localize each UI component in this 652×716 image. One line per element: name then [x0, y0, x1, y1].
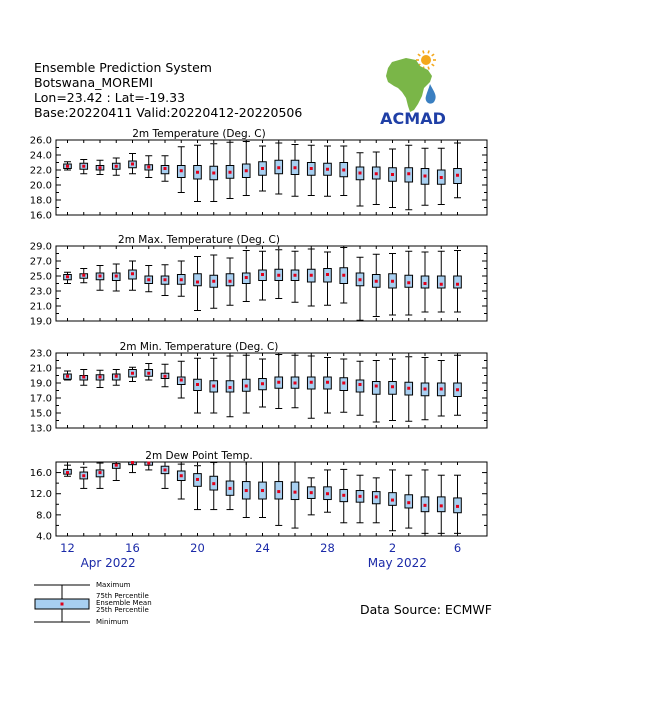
mean-marker-1-3: [115, 275, 118, 278]
mean-marker-3-18: [359, 495, 362, 498]
mean-marker-2-24: [456, 388, 459, 391]
mean-marker-3-5: [147, 462, 150, 465]
mean-marker-2-6: [164, 375, 167, 378]
mean-marker-1-1: [82, 274, 85, 277]
legend-label-minimum: Minimum: [96, 618, 129, 626]
mean-marker-2-9: [212, 385, 215, 388]
panel-title-1: 2m Max. Temperature (Deg. C): [118, 234, 280, 246]
mean-marker-1-17: [342, 274, 345, 277]
data-source: Data Source: ECMWF: [360, 602, 492, 617]
ytick-label-0-3: 22.0: [29, 165, 52, 177]
mean-marker-2-0: [66, 375, 69, 378]
mean-marker-3-6: [164, 468, 167, 471]
mean-marker-1-5: [147, 278, 150, 281]
ytick-label-0-0: 16.0: [29, 210, 52, 222]
mean-marker-0-5: [147, 166, 150, 169]
mean-marker-3-21: [407, 501, 410, 504]
ytick-label-0-1: 18.0: [29, 195, 52, 207]
mean-marker-1-0: [66, 275, 69, 278]
panel-title-3: 2m Dew Point Temp.: [145, 450, 253, 462]
mean-marker-3-19: [375, 495, 378, 498]
mean-marker-1-21: [407, 281, 410, 284]
ytick-label-0-2: 20.0: [29, 180, 52, 192]
ytick-label-1-1: 21.0: [29, 301, 52, 313]
mean-marker-3-7: [180, 474, 183, 477]
mean-marker-3-20: [391, 499, 394, 502]
mean-marker-0-19: [375, 172, 378, 175]
ytick-label-3-0: 4.0: [36, 531, 52, 543]
box-3-23: [437, 497, 445, 512]
ytick-label-2-5: 23.0: [29, 348, 52, 360]
panel-title-0: 2m Temperature (Deg. C): [132, 128, 266, 140]
header-line-3: Lon=23.42 : Lat=-19.33: [34, 90, 186, 105]
ytick-label-3-3: 16.0: [29, 468, 52, 480]
legend: [32, 582, 192, 626]
mean-marker-2-3: [115, 375, 118, 378]
ytick-label-2-1: 15.0: [29, 408, 52, 420]
mean-marker-0-22: [424, 175, 427, 178]
mean-marker-1-15: [310, 274, 313, 277]
ytick-label-2-3: 19.0: [29, 378, 52, 390]
xtick-label-4: 28: [320, 541, 335, 555]
mean-marker-2-16: [326, 381, 329, 384]
mean-marker-2-1: [82, 376, 85, 379]
mean-marker-1-14: [294, 274, 297, 277]
ytick-label-2-0: 13.0: [29, 423, 52, 435]
mean-marker-1-10: [229, 280, 232, 283]
mean-marker-3-12: [261, 489, 264, 492]
mean-marker-2-5: [147, 372, 150, 375]
mean-marker-3-22: [424, 504, 427, 507]
mean-marker-0-23: [440, 176, 443, 179]
mean-marker-1-19: [375, 280, 378, 283]
ytick-label-1-3: 25.0: [29, 271, 52, 283]
mean-marker-0-3: [115, 165, 118, 168]
mean-marker-3-11: [245, 489, 248, 492]
mean-marker-0-11: [245, 169, 248, 172]
ytick-label-0-5: 26.0: [29, 135, 52, 147]
mean-marker-0-9: [212, 172, 215, 175]
mean-marker-0-18: [359, 172, 362, 175]
mean-marker-0-14: [294, 166, 297, 169]
ytick-label-1-4: 27.0: [29, 256, 52, 268]
mean-marker-0-15: [310, 167, 313, 170]
mean-marker-1-20: [391, 280, 394, 283]
mean-marker-1-24: [456, 283, 459, 286]
mean-marker-2-21: [407, 387, 410, 390]
mean-marker-3-13: [277, 490, 280, 493]
mean-marker-1-11: [245, 276, 248, 279]
mean-marker-3-2: [99, 471, 102, 474]
mean-marker-3-9: [212, 482, 215, 485]
mean-marker-3-3: [115, 464, 118, 467]
header-line-4: Base:20220411 Valid:20220412-20220506: [34, 105, 303, 120]
ytick-label-2-4: 21.0: [29, 363, 52, 375]
ytick-label-0-4: 24.0: [29, 150, 52, 162]
mean-marker-2-7: [180, 379, 183, 382]
ytick-label-3-2: 12.0: [29, 489, 52, 501]
mean-marker-3-15: [310, 491, 313, 494]
mean-marker-2-12: [261, 382, 264, 385]
box-1-24: [454, 276, 462, 288]
box-2-19: [372, 382, 380, 395]
month-label-0: Apr 2022: [80, 556, 136, 570]
ytick-label-3-1: 8.0: [36, 510, 52, 522]
mean-marker-1-13: [277, 274, 280, 277]
box-1-23: [437, 276, 445, 288]
legend-label-maximum: Maximum: [96, 581, 131, 589]
mean-marker-2-10: [229, 386, 232, 389]
mean-marker-1-16: [326, 273, 329, 276]
legend-label-25th: 25th Percentile: [96, 606, 149, 614]
mean-marker-1-9: [212, 280, 215, 283]
mean-marker-3-16: [326, 492, 329, 495]
mean-marker-3-10: [229, 487, 232, 490]
mean-marker-2-15: [310, 381, 313, 384]
xtick-label-1: 16: [125, 541, 140, 555]
mean-marker-0-24: [456, 174, 459, 177]
xtick-label-3: 24: [255, 541, 270, 555]
mean-marker-0-2: [99, 166, 102, 169]
logo-text: ACMAD: [380, 109, 446, 128]
mean-marker-0-4: [131, 163, 134, 166]
legend-label-mean: Ensemble Mean: [96, 599, 152, 607]
mean-marker-1-6: [164, 278, 167, 281]
mean-marker-2-19: [375, 385, 378, 388]
mean-marker-2-8: [196, 383, 199, 386]
ytick-label-1-5: 29.0: [29, 241, 52, 253]
mean-marker-2-2: [99, 376, 102, 379]
header-line-2: Botswana_MOREMI: [34, 75, 154, 90]
mean-marker-0-0: [66, 165, 69, 168]
mean-marker-3-17: [342, 494, 345, 497]
panel-title-2: 2m Min. Temperature (Deg. C): [119, 341, 279, 353]
mean-marker-2-22: [424, 388, 427, 391]
mean-marker-2-13: [277, 381, 280, 384]
mean-marker-3-0: [66, 471, 69, 474]
header-line-1: Ensemble Prediction System: [34, 60, 212, 75]
mean-marker-0-8: [196, 171, 199, 174]
ytick-label-1-2: 23.0: [29, 286, 52, 298]
mean-marker-0-12: [261, 167, 264, 170]
mean-marker-3-14: [294, 491, 297, 494]
mean-marker-0-16: [326, 168, 329, 171]
xtick-label-0: 12: [60, 541, 75, 555]
mean-marker-3-4: [131, 461, 134, 464]
mean-marker-1-12: [261, 273, 264, 276]
mean-marker-1-18: [359, 278, 362, 281]
mean-marker-2-4: [131, 372, 134, 375]
xtick-label-6: 6: [453, 541, 462, 555]
xtick-label-2: 20: [190, 541, 205, 555]
mean-marker-3-23: [440, 504, 443, 507]
mean-marker-2-11: [245, 385, 248, 388]
mean-marker-3-24: [456, 505, 459, 508]
mean-marker-0-20: [391, 173, 394, 176]
mean-marker-2-23: [440, 388, 443, 391]
mean-marker-1-23: [440, 283, 443, 286]
mean-marker-0-1: [82, 165, 85, 168]
mean-marker-2-20: [391, 385, 394, 388]
mean-marker-1-8: [196, 281, 199, 284]
mean-marker-3-8: [196, 478, 199, 481]
mean-marker-1-4: [131, 272, 134, 275]
mean-marker-0-7: [180, 169, 183, 172]
mean-marker-0-21: [407, 172, 410, 175]
mean-marker-3-1: [82, 474, 85, 477]
mean-marker-2-14: [294, 382, 297, 385]
ytick-label-2-2: 17.0: [29, 393, 52, 405]
ytick-label-1-0: 19.0: [29, 316, 52, 328]
mean-marker-2-17: [342, 382, 345, 385]
month-label-1: May 2022: [367, 556, 427, 570]
mean-marker-0-17: [342, 169, 345, 172]
mean-marker-1-2: [99, 275, 102, 278]
mean-marker-2-18: [359, 383, 362, 386]
legend-box-symbol: [32, 582, 92, 626]
mean-marker-1-7: [180, 278, 183, 281]
box-1-8: [194, 274, 202, 286]
mean-marker-0-6: [164, 167, 167, 170]
mean-marker-0-13: [277, 166, 280, 169]
mean-marker-1-22: [424, 282, 427, 285]
xtick-label-5: 2: [388, 541, 397, 555]
mean-marker-0-10: [229, 171, 232, 174]
legend-label-75th: 75th Percentile: [96, 592, 149, 600]
